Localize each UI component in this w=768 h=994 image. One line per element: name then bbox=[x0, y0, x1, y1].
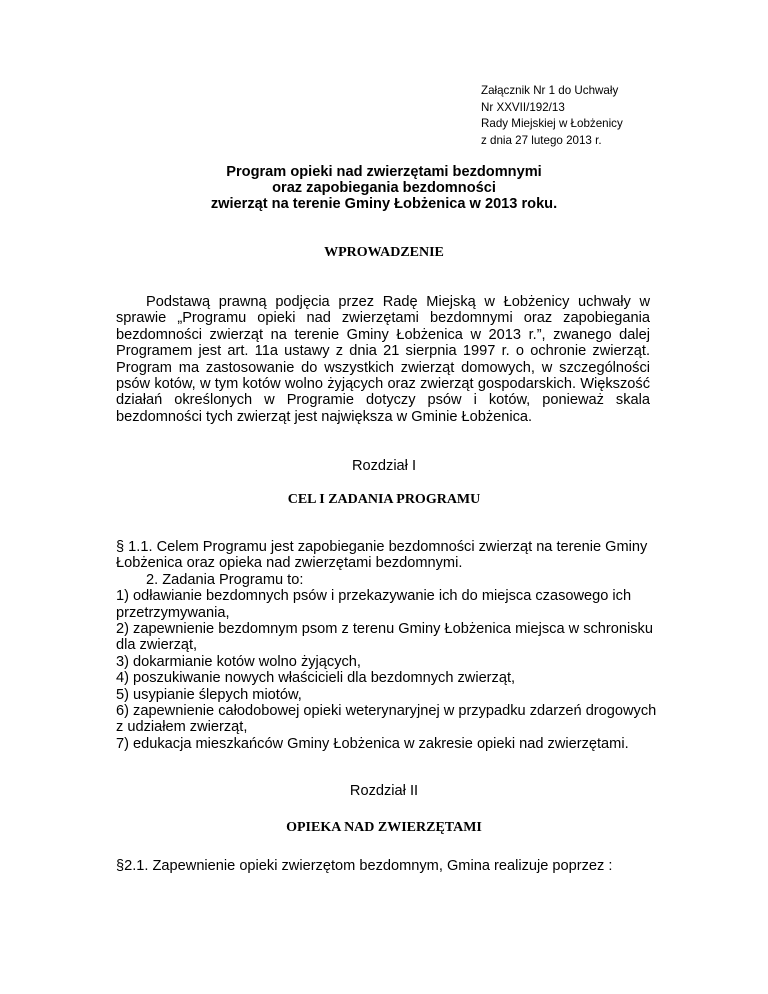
paragraph-line: 2. Zadania Programu to: bbox=[146, 571, 304, 588]
list-item: 7) edukacja mieszkańców Gminy Łobżenica w zakresie opieki nad zwierzętami. bbox=[116, 735, 629, 752]
annex-line: Rady Miejskiej w Łobżenicy bbox=[481, 117, 623, 130]
list-item: 4) poszukiwanie nowych właścicieli dla bezdomnych zwierząt, bbox=[116, 670, 516, 687]
list-item: 5) usypianie ślepych miotów, bbox=[116, 686, 302, 703]
intro-heading: WPROWADZENIE bbox=[324, 245, 444, 260]
intro-paragraph: Podstawą prawną podjęcia przez Radę Miejską w Łobżenicy uchwały w sprawie „Programu opieki nad zwierzętami bezdomnymi oraz zapobiegania bezdomności zwierząt na terenie Gminy Łobżenica w 2013 r.”, zwanego dalej Programem jest art. 11a ustawy z dnia 21 sierpnia 1997 r. o ochronie zwierząt. Program ma zastosowanie do wszystkich zwierząt domowych, w szczególności psów kotów, w tym kotów wolno żyjących oraz zwierząt gospodarskich. Większość działań określonych w Programie dotyczy psów i kotów, ponieważ skala bezdomności tych zwierząt jest największa w Gminie Łobżenica. bbox=[116, 294, 650, 425]
intro-section bbox=[116, 294, 650, 425]
annex-line: Załącznik Nr 1 do Uchwały bbox=[481, 84, 619, 97]
list-item: 1) odławianie bezdomnych psów i przekazywanie ich do miejsca czasowego ich bbox=[116, 588, 632, 605]
annex-note bbox=[481, 83, 623, 149]
chapter1-label: Rozdział I bbox=[351, 458, 417, 474]
annex-line: Nr XXVII/192/13 bbox=[481, 100, 565, 114]
list-item: 3) dokarmianie kotów wolno żyjących, bbox=[116, 653, 361, 670]
annex-line: z dnia 27 lutego 2013 r. bbox=[481, 133, 602, 147]
list-item: 2) zapewnienie bezdomnym psom z terenu Gminy Łobżenica miejsca w schronisku bbox=[116, 621, 653, 638]
title-line: Program opieki nad zwierzętami bezdomnymi bbox=[226, 164, 542, 180]
title-line: oraz zapobiegania bezdomności bbox=[272, 180, 496, 197]
list-item-continuation: z udziałem zwierząt, bbox=[116, 719, 248, 736]
paragraph-line: § 1.1. Celem Programu jest zapobieganie bezdomności zwierząt na terenie Gminy bbox=[116, 539, 648, 555]
list-item-continuation: dla zwierząt, bbox=[116, 637, 198, 654]
document-title bbox=[100, 164, 668, 213]
chapter1-body bbox=[116, 539, 661, 752]
paragraph-line: Łobżenica oraz opieka nad zwierzętami bezdomnymi. bbox=[116, 555, 463, 572]
paragraph-line: §2.1. Zapewnienie opieki zwierzętom bezdomnym, Gmina realizuje poprzez : bbox=[116, 858, 613, 874]
list-item-continuation: przetrzymywania, bbox=[116, 604, 230, 621]
title-line: zwierząt na terenie Gminy Łobżenica w 2013 roku. bbox=[210, 196, 558, 213]
chapter2-label: Rozdział II bbox=[349, 783, 419, 799]
list-item: 6) zapewnienie całodobowej opieki weterynaryjnej w przypadku zdarzeń drogowych bbox=[116, 703, 657, 720]
chapter2-body bbox=[116, 858, 661, 874]
chapter2-heading: OPIEKA NAD ZWIERZĘTAMI bbox=[286, 820, 482, 835]
chapter1-heading: CEL I ZADANIA PROGRAMU bbox=[287, 492, 481, 507]
